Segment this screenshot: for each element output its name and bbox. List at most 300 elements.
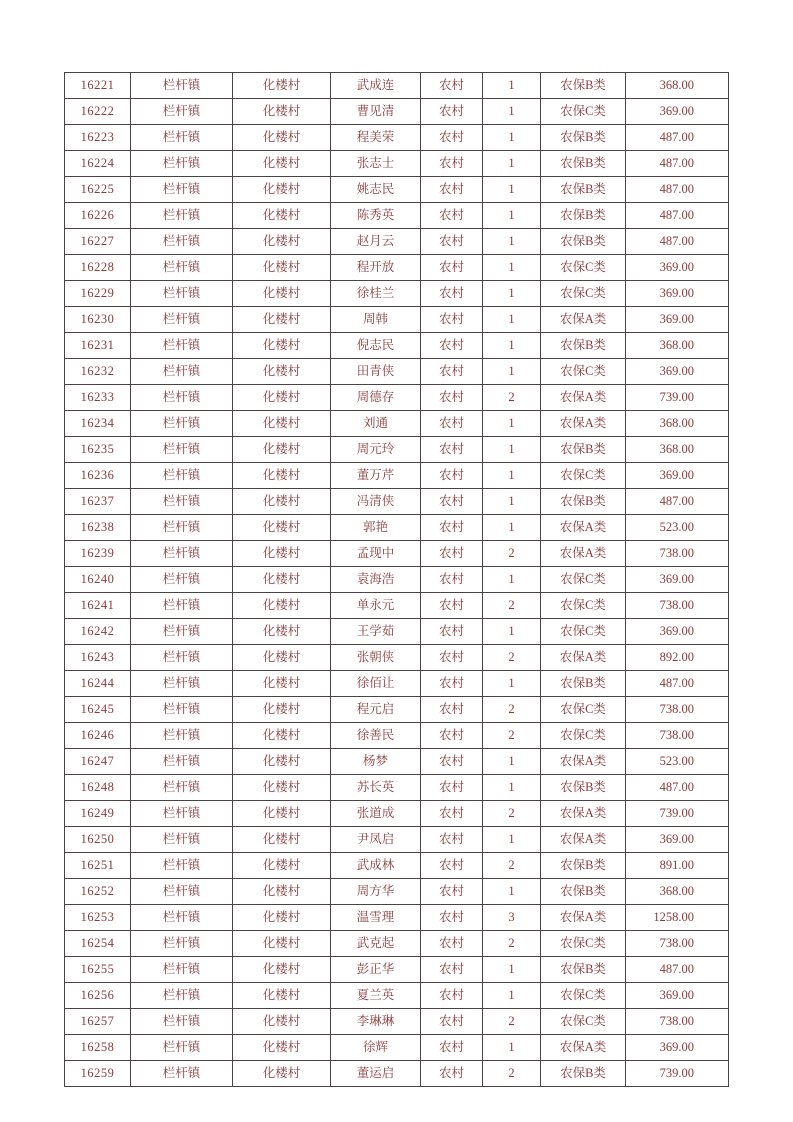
cell-village: 化楼村: [233, 749, 331, 775]
cell-village: 化楼村: [233, 697, 331, 723]
cell-village: 化楼村: [233, 827, 331, 853]
cell-category: 农保B类: [541, 151, 626, 177]
cell-id: 16251: [65, 853, 131, 879]
cell-category: 农保C类: [541, 281, 626, 307]
cell-amount: 487.00: [626, 229, 729, 255]
cell-type: 农村: [421, 515, 483, 541]
table-row: [65, 73, 729, 99]
cell-id: 16250: [65, 827, 131, 853]
cell-amount: 738.00: [626, 723, 729, 749]
cell-town: 栏杆镇: [131, 437, 233, 463]
cell-village: 化楼村: [233, 125, 331, 151]
cell-town: 栏杆镇: [131, 593, 233, 619]
cell-name: 苏长英: [331, 775, 421, 801]
cell-type: 农村: [421, 203, 483, 229]
cell-type: 农村: [421, 177, 483, 203]
cell-amount: 368.00: [626, 437, 729, 463]
cell-amount: 738.00: [626, 541, 729, 567]
cell-count: 1: [483, 73, 541, 99]
cell-name: 董万芹: [331, 463, 421, 489]
cell-count: 1: [483, 827, 541, 853]
cell-category: 农保B类: [541, 775, 626, 801]
cell-type: 农村: [421, 905, 483, 931]
cell-type: 农村: [421, 151, 483, 177]
cell-type: 农村: [421, 1009, 483, 1035]
cell-amount: 369.00: [626, 99, 729, 125]
cell-town: 栏杆镇: [131, 125, 233, 151]
cell-category: 农保A类: [541, 827, 626, 853]
cell-village: 化楼村: [233, 775, 331, 801]
cell-name: 杨梦: [331, 749, 421, 775]
cell-town: 栏杆镇: [131, 73, 233, 99]
cell-category: 农保B类: [541, 671, 626, 697]
cell-id: 16234: [65, 411, 131, 437]
table-row: [65, 775, 729, 801]
cell-count: 1: [483, 151, 541, 177]
cell-amount: 487.00: [626, 203, 729, 229]
cell-town: 栏杆镇: [131, 957, 233, 983]
cell-amount: 369.00: [626, 307, 729, 333]
cell-category: 农保A类: [541, 1035, 626, 1061]
cell-town: 栏杆镇: [131, 411, 233, 437]
cell-count: 2: [483, 593, 541, 619]
cell-name: 李琳琳: [331, 1009, 421, 1035]
cell-count: 2: [483, 723, 541, 749]
cell-name: 董运启: [331, 1061, 421, 1087]
cell-town: 栏杆镇: [131, 151, 233, 177]
cell-category: 农保C类: [541, 567, 626, 593]
cell-id: 16238: [65, 515, 131, 541]
cell-town: 栏杆镇: [131, 1035, 233, 1061]
cell-type: 农村: [421, 281, 483, 307]
table-row: [65, 515, 729, 541]
cell-type: 农村: [421, 73, 483, 99]
cell-count: 1: [483, 619, 541, 645]
cell-name: 武成连: [331, 73, 421, 99]
cell-name: 袁海浩: [331, 567, 421, 593]
cell-id: 16248: [65, 775, 131, 801]
cell-id: 16255: [65, 957, 131, 983]
cell-amount: 487.00: [626, 775, 729, 801]
table-row: [65, 671, 729, 697]
table-row: [65, 437, 729, 463]
cell-town: 栏杆镇: [131, 983, 233, 1009]
cell-id: 16226: [65, 203, 131, 229]
cell-type: 农村: [421, 411, 483, 437]
table-row: [65, 1035, 729, 1061]
cell-id: 16228: [65, 255, 131, 281]
cell-type: 农村: [421, 723, 483, 749]
beneficiary-table: [64, 72, 729, 1087]
cell-amount: 892.00: [626, 645, 729, 671]
cell-type: 农村: [421, 567, 483, 593]
cell-type: 农村: [421, 619, 483, 645]
cell-village: 化楼村: [233, 229, 331, 255]
cell-id: 16224: [65, 151, 131, 177]
cell-village: 化楼村: [233, 333, 331, 359]
table-row: [65, 385, 729, 411]
cell-name: 武成林: [331, 853, 421, 879]
cell-type: 农村: [421, 489, 483, 515]
cell-category: 农保B类: [541, 489, 626, 515]
cell-type: 农村: [421, 931, 483, 957]
cell-village: 化楼村: [233, 1061, 331, 1087]
cell-count: 1: [483, 1035, 541, 1061]
cell-town: 栏杆镇: [131, 853, 233, 879]
cell-village: 化楼村: [233, 1009, 331, 1035]
cell-village: 化楼村: [233, 879, 331, 905]
table-row: [65, 619, 729, 645]
cell-village: 化楼村: [233, 983, 331, 1009]
cell-count: 2: [483, 853, 541, 879]
cell-type: 农村: [421, 853, 483, 879]
cell-amount: 369.00: [626, 281, 729, 307]
cell-village: 化楼村: [233, 957, 331, 983]
table-row: [65, 983, 729, 1009]
cell-id: 16221: [65, 73, 131, 99]
cell-count: 2: [483, 697, 541, 723]
cell-name: 尹凤启: [331, 827, 421, 853]
table-row: [65, 333, 729, 359]
cell-name: 孟现中: [331, 541, 421, 567]
table-row: [65, 801, 729, 827]
table-row: [65, 125, 729, 151]
cell-type: 农村: [421, 333, 483, 359]
cell-count: 1: [483, 775, 541, 801]
cell-category: 农保C类: [541, 697, 626, 723]
cell-category: 农保B类: [541, 125, 626, 151]
cell-type: 农村: [421, 463, 483, 489]
cell-name: 程开放: [331, 255, 421, 281]
cell-name: 徐善民: [331, 723, 421, 749]
cell-name: 姚志民: [331, 177, 421, 203]
cell-amount: 738.00: [626, 1009, 729, 1035]
table-row: [65, 593, 729, 619]
cell-amount: 523.00: [626, 515, 729, 541]
cell-category: 农保A类: [541, 905, 626, 931]
cell-count: 1: [483, 99, 541, 125]
cell-count: 1: [483, 879, 541, 905]
cell-id: 16235: [65, 437, 131, 463]
cell-village: 化楼村: [233, 515, 331, 541]
cell-name: 程元启: [331, 697, 421, 723]
cell-count: 1: [483, 437, 541, 463]
cell-count: 1: [483, 515, 541, 541]
cell-category: 农保C类: [541, 619, 626, 645]
cell-type: 农村: [421, 749, 483, 775]
cell-amount: 487.00: [626, 489, 729, 515]
cell-count: 1: [483, 203, 541, 229]
cell-town: 栏杆镇: [131, 931, 233, 957]
cell-count: 2: [483, 541, 541, 567]
cell-category: 农保C类: [541, 463, 626, 489]
cell-category: 农保A类: [541, 541, 626, 567]
cell-count: 1: [483, 749, 541, 775]
cell-type: 农村: [421, 99, 483, 125]
cell-name: 周韩: [331, 307, 421, 333]
cell-town: 栏杆镇: [131, 489, 233, 515]
cell-amount: 369.00: [626, 619, 729, 645]
cell-name: 郭艳: [331, 515, 421, 541]
table-row: [65, 177, 729, 203]
cell-count: 1: [483, 671, 541, 697]
cell-name: 赵月云: [331, 229, 421, 255]
cell-count: 1: [483, 125, 541, 151]
cell-name: 王学茹: [331, 619, 421, 645]
cell-count: 2: [483, 1061, 541, 1087]
cell-id: 16239: [65, 541, 131, 567]
cell-category: 农保B类: [541, 73, 626, 99]
cell-type: 农村: [421, 801, 483, 827]
cell-count: 1: [483, 307, 541, 333]
cell-count: 2: [483, 931, 541, 957]
cell-category: 农保A类: [541, 411, 626, 437]
cell-town: 栏杆镇: [131, 307, 233, 333]
cell-amount: 738.00: [626, 931, 729, 957]
cell-amount: 487.00: [626, 177, 729, 203]
cell-type: 农村: [421, 255, 483, 281]
cell-id: 16252: [65, 879, 131, 905]
table-row: [65, 879, 729, 905]
cell-type: 农村: [421, 697, 483, 723]
cell-id: 16259: [65, 1061, 131, 1087]
cell-name: 刘通: [331, 411, 421, 437]
table-row: [65, 723, 729, 749]
table-row: [65, 827, 729, 853]
cell-town: 栏杆镇: [131, 1061, 233, 1087]
cell-count: 1: [483, 983, 541, 1009]
cell-amount: 369.00: [626, 983, 729, 1009]
cell-type: 农村: [421, 983, 483, 1009]
cell-category: 农保A类: [541, 385, 626, 411]
cell-id: 16241: [65, 593, 131, 619]
cell-village: 化楼村: [233, 203, 331, 229]
cell-village: 化楼村: [233, 255, 331, 281]
cell-name: 倪志民: [331, 333, 421, 359]
cell-id: 16249: [65, 801, 131, 827]
cell-town: 栏杆镇: [131, 333, 233, 359]
cell-amount: 369.00: [626, 463, 729, 489]
cell-town: 栏杆镇: [131, 905, 233, 931]
table-row: [65, 541, 729, 567]
cell-category: 农保A类: [541, 801, 626, 827]
cell-town: 栏杆镇: [131, 645, 233, 671]
cell-village: 化楼村: [233, 359, 331, 385]
cell-type: 农村: [421, 827, 483, 853]
cell-type: 农村: [421, 125, 483, 151]
cell-village: 化楼村: [233, 385, 331, 411]
cell-type: 农村: [421, 775, 483, 801]
cell-type: 农村: [421, 359, 483, 385]
cell-amount: 1258.00: [626, 905, 729, 931]
cell-id: 16232: [65, 359, 131, 385]
cell-count: 1: [483, 411, 541, 437]
cell-village: 化楼村: [233, 437, 331, 463]
cell-village: 化楼村: [233, 73, 331, 99]
cell-type: 农村: [421, 229, 483, 255]
cell-type: 农村: [421, 645, 483, 671]
table-body: [65, 73, 729, 1087]
cell-count: 1: [483, 463, 541, 489]
cell-type: 农村: [421, 541, 483, 567]
cell-town: 栏杆镇: [131, 567, 233, 593]
cell-type: 农村: [421, 307, 483, 333]
cell-category: 农保B类: [541, 203, 626, 229]
cell-type: 农村: [421, 879, 483, 905]
cell-category: 农保B类: [541, 229, 626, 255]
cell-id: 16222: [65, 99, 131, 125]
cell-town: 栏杆镇: [131, 619, 233, 645]
cell-id: 16231: [65, 333, 131, 359]
table-row: [65, 931, 729, 957]
cell-category: 农保B类: [541, 853, 626, 879]
cell-type: 农村: [421, 957, 483, 983]
cell-name: 徐佰让: [331, 671, 421, 697]
cell-town: 栏杆镇: [131, 515, 233, 541]
cell-count: 1: [483, 281, 541, 307]
cell-amount: 368.00: [626, 333, 729, 359]
cell-town: 栏杆镇: [131, 99, 233, 125]
cell-category: 农保C类: [541, 255, 626, 281]
cell-count: 1: [483, 957, 541, 983]
cell-category: 农保B类: [541, 333, 626, 359]
cell-count: 2: [483, 1009, 541, 1035]
table-row: [65, 957, 729, 983]
cell-id: 16247: [65, 749, 131, 775]
cell-count: 1: [483, 333, 541, 359]
cell-id: 16225: [65, 177, 131, 203]
cell-amount: 368.00: [626, 73, 729, 99]
cell-amount: 523.00: [626, 749, 729, 775]
cell-count: 1: [483, 177, 541, 203]
cell-amount: 368.00: [626, 411, 729, 437]
cell-village: 化楼村: [233, 177, 331, 203]
cell-type: 农村: [421, 437, 483, 463]
cell-id: 16242: [65, 619, 131, 645]
table-row: [65, 463, 729, 489]
cell-amount: 739.00: [626, 801, 729, 827]
cell-category: 农保C类: [541, 359, 626, 385]
cell-amount: 487.00: [626, 671, 729, 697]
table-row: [65, 489, 729, 515]
cell-name: 彭正华: [331, 957, 421, 983]
cell-village: 化楼村: [233, 931, 331, 957]
cell-name: 周方华: [331, 879, 421, 905]
cell-category: 农保B类: [541, 879, 626, 905]
cell-type: 农村: [421, 1035, 483, 1061]
cell-town: 栏杆镇: [131, 229, 233, 255]
cell-village: 化楼村: [233, 567, 331, 593]
cell-id: 16257: [65, 1009, 131, 1035]
cell-town: 栏杆镇: [131, 1009, 233, 1035]
cell-amount: 369.00: [626, 827, 729, 853]
table-row: [65, 359, 729, 385]
cell-village: 化楼村: [233, 99, 331, 125]
cell-town: 栏杆镇: [131, 385, 233, 411]
cell-category: 农保A类: [541, 645, 626, 671]
cell-count: 2: [483, 801, 541, 827]
cell-id: 16245: [65, 697, 131, 723]
cell-count: 3: [483, 905, 541, 931]
cell-type: 农村: [421, 1061, 483, 1087]
cell-amount: 487.00: [626, 151, 729, 177]
cell-village: 化楼村: [233, 619, 331, 645]
cell-category: 农保C类: [541, 1009, 626, 1035]
cell-count: 1: [483, 567, 541, 593]
cell-id: 16244: [65, 671, 131, 697]
cell-name: 曹见清: [331, 99, 421, 125]
cell-count: 1: [483, 359, 541, 385]
cell-town: 栏杆镇: [131, 541, 233, 567]
cell-village: 化楼村: [233, 411, 331, 437]
table-row: [65, 905, 729, 931]
table-row: [65, 853, 729, 879]
cell-village: 化楼村: [233, 463, 331, 489]
cell-count: 1: [483, 229, 541, 255]
table-row: [65, 567, 729, 593]
cell-name: 张志士: [331, 151, 421, 177]
cell-name: 夏兰英: [331, 983, 421, 1009]
cell-id: 16253: [65, 905, 131, 931]
cell-village: 化楼村: [233, 489, 331, 515]
cell-id: 16227: [65, 229, 131, 255]
table-row: [65, 749, 729, 775]
cell-amount: 369.00: [626, 359, 729, 385]
cell-town: 栏杆镇: [131, 671, 233, 697]
cell-id: 16258: [65, 1035, 131, 1061]
cell-amount: 487.00: [626, 957, 729, 983]
cell-town: 栏杆镇: [131, 775, 233, 801]
cell-name: 单永元: [331, 593, 421, 619]
cell-name: 周元玲: [331, 437, 421, 463]
cell-category: 农保B类: [541, 957, 626, 983]
cell-village: 化楼村: [233, 307, 331, 333]
cell-town: 栏杆镇: [131, 827, 233, 853]
table-row: [65, 229, 729, 255]
cell-town: 栏杆镇: [131, 723, 233, 749]
cell-name: 徐辉: [331, 1035, 421, 1061]
cell-category: 农保B类: [541, 177, 626, 203]
cell-category: 农保C类: [541, 723, 626, 749]
table-row: [65, 307, 729, 333]
cell-category: 农保C类: [541, 593, 626, 619]
cell-town: 栏杆镇: [131, 359, 233, 385]
cell-village: 化楼村: [233, 541, 331, 567]
cell-amount: 739.00: [626, 385, 729, 411]
cell-type: 农村: [421, 671, 483, 697]
cell-town: 栏杆镇: [131, 697, 233, 723]
cell-village: 化楼村: [233, 593, 331, 619]
cell-type: 农村: [421, 593, 483, 619]
table-row: [65, 255, 729, 281]
cell-id: 16254: [65, 931, 131, 957]
cell-town: 栏杆镇: [131, 801, 233, 827]
cell-amount: 368.00: [626, 879, 729, 905]
cell-amount: 738.00: [626, 697, 729, 723]
table-row: [65, 203, 729, 229]
table-row: [65, 1009, 729, 1035]
cell-id: 16246: [65, 723, 131, 749]
cell-amount: 739.00: [626, 1061, 729, 1087]
cell-village: 化楼村: [233, 281, 331, 307]
cell-amount: 487.00: [626, 125, 729, 151]
cell-village: 化楼村: [233, 905, 331, 931]
cell-village: 化楼村: [233, 671, 331, 697]
cell-town: 栏杆镇: [131, 255, 233, 281]
table-row: [65, 281, 729, 307]
cell-id: 16230: [65, 307, 131, 333]
cell-village: 化楼村: [233, 723, 331, 749]
